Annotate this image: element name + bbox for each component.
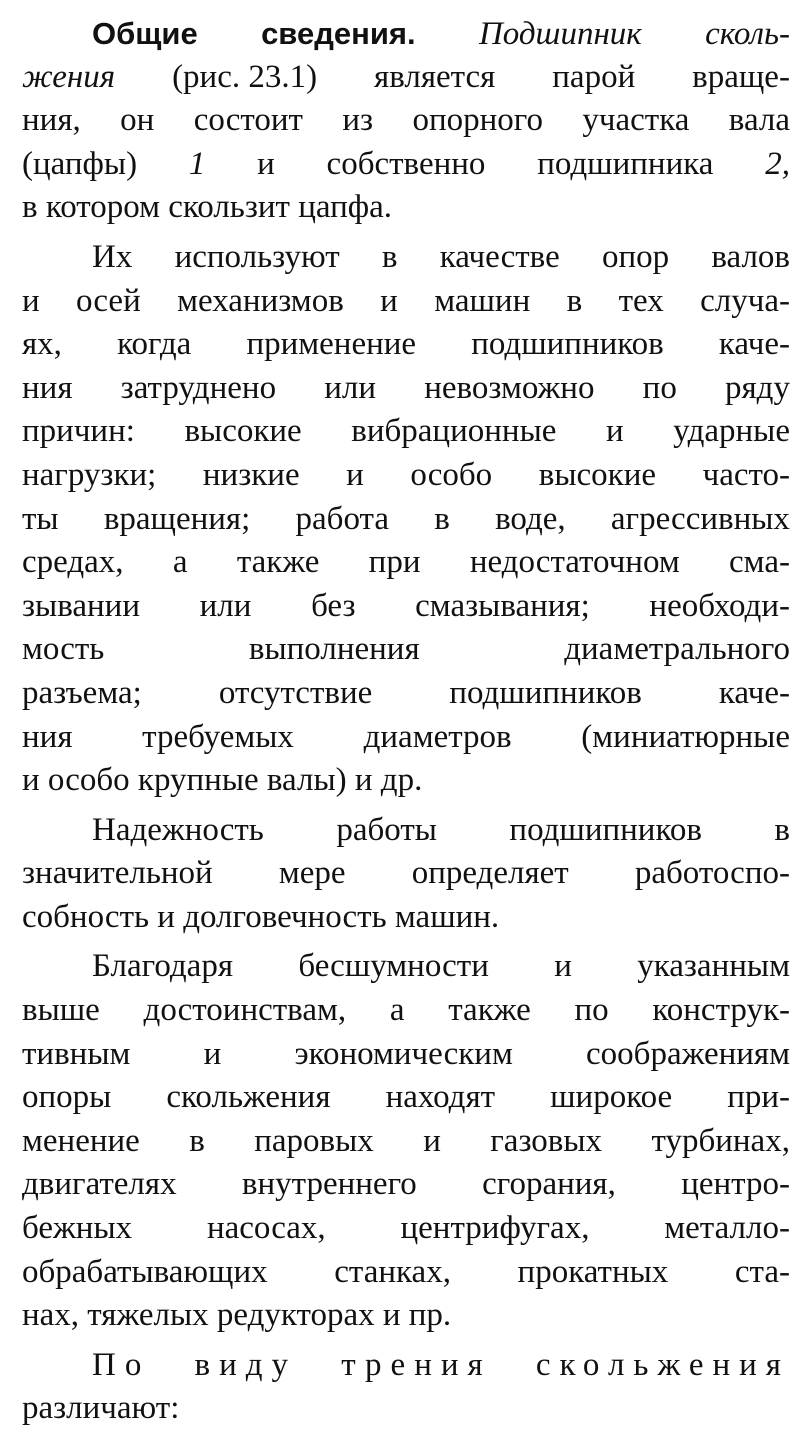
word: недостаточном [469,544,680,581]
word: отсутствие [218,674,373,711]
word: (цапфы) [22,145,138,182]
word: и [257,145,275,182]
word: скольжения [166,1079,331,1116]
word: и [554,948,572,985]
word: металло- [664,1210,790,1247]
word: Благодаря [92,948,234,985]
word: сгорания, [482,1166,616,1203]
word: валов [711,238,790,275]
word: скольжения [535,1346,790,1383]
word: газовых [490,1122,603,1159]
text-line [22,1251,790,1295]
word: ты [22,500,59,537]
word: (рис. 23.1) [172,58,318,95]
text-line [22,1163,790,1207]
word: при [368,544,421,581]
word: находят [385,1079,496,1116]
word: механизмов [177,282,344,319]
paragraph-p1 [22,12,790,230]
text-line [22,541,790,585]
text-line [22,1207,790,1251]
word: невозможно [424,369,595,406]
word: и [380,282,398,319]
word: Подшипник [478,16,642,52]
word: ния, [22,102,81,139]
word: бежных [22,1210,133,1247]
word: или [199,587,252,624]
word: по [642,369,677,406]
word: ряду [725,369,790,406]
word: мере [278,855,346,892]
word: конструк- [652,992,790,1029]
word: подшипников [509,811,702,848]
text-line [22,716,790,760]
word: паровых [254,1122,374,1159]
word: менение [22,1122,140,1159]
text-line [22,1294,790,1338]
word: собность и долговечность машин. [22,898,500,935]
word: осей [76,282,141,319]
word: выше [22,992,100,1029]
word: сколь- [705,16,790,52]
text-line [22,1076,790,1120]
text-line [22,367,790,411]
word: в котором скользит цапфа. [22,189,393,226]
word: работа [295,500,390,537]
word: диаметрального [564,631,790,668]
word: качестве [439,238,560,275]
word: прокатных [517,1253,669,1290]
word: мость [22,631,105,668]
word: ста- [734,1253,790,1290]
word: в [189,1122,205,1159]
word: участка [582,102,690,139]
word: вращения; [103,500,251,537]
text-line [22,759,790,803]
word: используют [174,238,340,275]
word: опоры [22,1079,112,1116]
text-line [22,56,790,100]
word: Общие [92,16,198,51]
word: и особо крупные валы) и др. [22,762,423,799]
word: тех [618,282,664,319]
word: диаметров [363,718,512,755]
document-page [22,12,790,1431]
word: центро- [681,1166,790,1203]
word: обрабатывающих [22,1253,268,1290]
word: высокие [538,456,657,493]
word: в [774,811,790,848]
word: вибрационные [351,413,557,450]
word: подшипника [537,145,714,182]
word: применение [246,326,417,363]
word: сма- [729,544,790,581]
text-line [22,852,790,896]
text-line [22,498,790,542]
word: опор [601,238,670,275]
text-line [22,236,790,280]
word: и [423,1122,441,1159]
word: по [574,992,609,1029]
word: и [346,456,364,493]
word: смазывания; [415,587,590,624]
paragraph-p2 [22,236,790,803]
text-line [22,99,790,143]
word: также [448,992,531,1029]
word: он [120,102,155,139]
word: определяет [411,855,569,892]
text-line [22,12,790,56]
word: зывании [22,587,140,624]
word: когда [117,326,192,363]
word: машин [434,282,531,319]
word: турбинах, [651,1122,790,1159]
word: а [389,992,405,1029]
text-line [22,945,790,989]
word: ударные [673,413,790,450]
text-line [22,1120,790,1164]
word: в [566,282,583,319]
word: в [381,238,398,275]
word: агрессивных [610,500,790,537]
word: Надежность [92,811,264,848]
paragraph-p3 [22,809,790,940]
word: По [92,1346,151,1383]
word: виду [194,1346,298,1383]
word: Их [92,238,133,275]
word: насосах, [206,1210,326,1247]
text-line [22,323,790,367]
text-line [22,896,790,940]
word: и [605,413,624,450]
word: нагрузки; [22,456,157,493]
word: указанным [637,948,790,985]
paragraph-p4 [22,945,790,1337]
text-line [22,1387,790,1431]
word: экономическим [294,1035,513,1072]
word: ния [22,369,73,406]
word: нах, тяжелых редукторах и пр. [22,1297,452,1334]
word: двигателях [22,1166,177,1203]
text-line [22,186,790,230]
word: ях, [22,326,62,363]
word: разъема; [22,674,142,711]
text-line [22,989,790,1033]
word: собственно [326,145,486,182]
word: 2, [765,145,790,182]
word: особо [410,456,493,493]
word: бесшумности [298,948,489,985]
word: а [172,544,188,581]
word: из [342,102,374,139]
word: работоспо- [634,855,790,892]
word: или [324,369,377,406]
word: станках, [334,1253,451,1290]
word: воде, [495,500,566,537]
word: каче- [718,326,790,363]
text-line [22,809,790,853]
word: 1 [188,145,206,182]
word: случа- [700,282,790,319]
word: жения [22,58,116,95]
paragraph-p5 [22,1344,790,1431]
word: сведения. [261,16,416,51]
word: требуемых [142,718,294,755]
word: различают: [22,1390,180,1427]
word: без [311,587,356,624]
text-line [22,672,790,716]
text-line [22,1344,790,1388]
text-line [22,280,790,324]
word: высокие [184,413,302,450]
text-line [22,1033,790,1077]
word: вала [728,102,790,139]
word: затруднено [120,369,277,406]
word: трения [341,1346,492,1383]
word: соображениям [586,1035,790,1072]
word: является [374,58,496,95]
word: также [236,544,320,581]
word: тивным [22,1035,131,1072]
word: достоинствам, [143,992,347,1029]
word: подшипников [471,326,664,363]
word: средах, [22,544,124,581]
word: внутреннего [241,1166,417,1203]
word: и [22,282,40,319]
word: парой [552,58,636,95]
word: широкое [550,1079,673,1116]
word: ния [22,718,73,755]
word: центрифугах, [400,1210,590,1247]
word: причин: [22,413,135,450]
text-line [22,628,790,672]
word: работы [336,811,437,848]
word: каче- [718,674,790,711]
word: (миниатюрные [581,718,790,755]
text-line [22,454,790,498]
word: необходи- [649,587,790,624]
word: опорного [412,102,543,139]
word: значительной [22,855,213,892]
word: в [434,500,450,537]
word: часто- [702,456,790,493]
text-line [22,585,790,629]
word: подшипников [449,674,642,711]
word: при- [727,1079,790,1116]
word: выполнения [248,631,420,668]
word: низкие [202,456,300,493]
text-line [22,143,790,187]
word: состоит [193,102,303,139]
text-line [22,410,790,454]
word: и [203,1035,222,1072]
word: враще- [692,58,790,95]
